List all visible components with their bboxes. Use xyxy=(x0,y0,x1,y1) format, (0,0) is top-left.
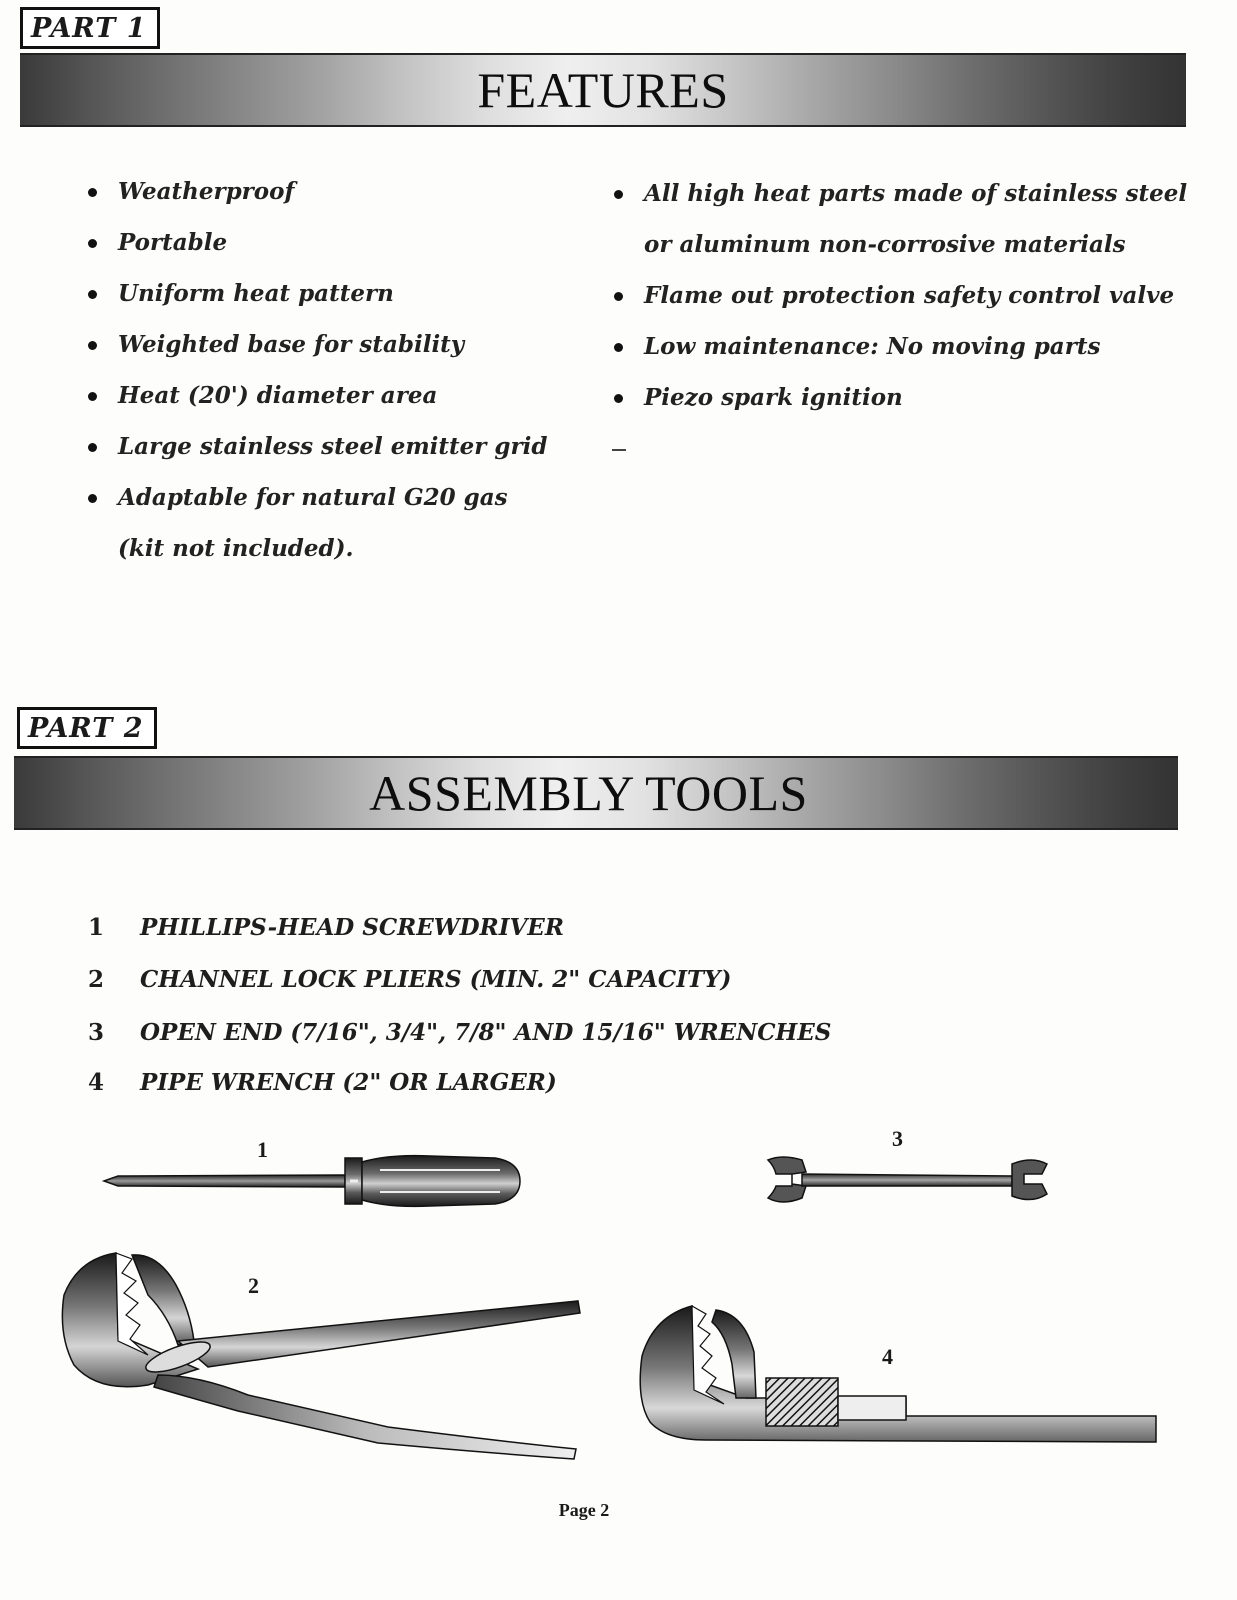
pipe-wrench-icon xyxy=(636,1300,1162,1450)
feature-item: Piezo spark ignition xyxy=(614,383,1187,434)
bullet-icon xyxy=(88,392,97,401)
features-title: FEATURES xyxy=(477,62,729,118)
screwdriver-icon xyxy=(100,1148,525,1214)
feature-item: Adaptable for natural G20 gas (kit not included). xyxy=(88,483,547,585)
bullet-icon xyxy=(88,494,97,503)
page-number: Page 2 xyxy=(558,1500,610,1520)
feature-item: Heat (20') diameter area xyxy=(88,381,547,432)
feature-item: Large stainless steel emitter grid xyxy=(88,432,547,483)
bullet-icon xyxy=(614,343,623,352)
assembly-tools-title: ASSEMBLY TOOLS xyxy=(369,765,808,821)
bullet-icon xyxy=(614,394,623,403)
screwdriver-figure-label: 1 xyxy=(257,1137,268,1162)
pliers-figure-label: 2 xyxy=(248,1273,259,1298)
features-banner xyxy=(20,53,1186,127)
part1-label: PART 1 xyxy=(20,7,160,49)
pliers-icon xyxy=(58,1245,586,1465)
feature-item: Weatherproof xyxy=(88,177,547,228)
pipe-wrench-figure-label: 4 xyxy=(882,1344,893,1369)
features-left-list xyxy=(88,177,547,585)
feature-item: Portable xyxy=(88,228,547,279)
feature-item: All high heat parts made of stainless steel or aluminum non-corrosive materials xyxy=(614,179,1187,281)
wrench-figure-label: 3 xyxy=(892,1126,903,1151)
features-right-list xyxy=(614,179,1187,434)
wrench-icon xyxy=(762,1152,1052,1208)
bullet-icon xyxy=(88,290,97,299)
part2-label: PART 2 xyxy=(17,707,157,749)
bullet-icon xyxy=(88,188,97,197)
assembly-tools-banner xyxy=(14,756,1178,830)
bullet-icon xyxy=(88,341,97,350)
feature-item: Flame out protection safety control valve xyxy=(614,281,1187,332)
bullet-icon xyxy=(614,190,623,199)
feature-item: Weighted base for stability xyxy=(88,330,547,381)
feature-item: Uniform heat pattern xyxy=(88,279,547,330)
bullet-icon xyxy=(614,292,623,301)
dash-mark xyxy=(612,449,626,451)
feature-item: Low maintenance: No moving parts xyxy=(614,332,1187,383)
bullet-icon xyxy=(88,239,97,248)
bullet-icon xyxy=(88,443,97,452)
